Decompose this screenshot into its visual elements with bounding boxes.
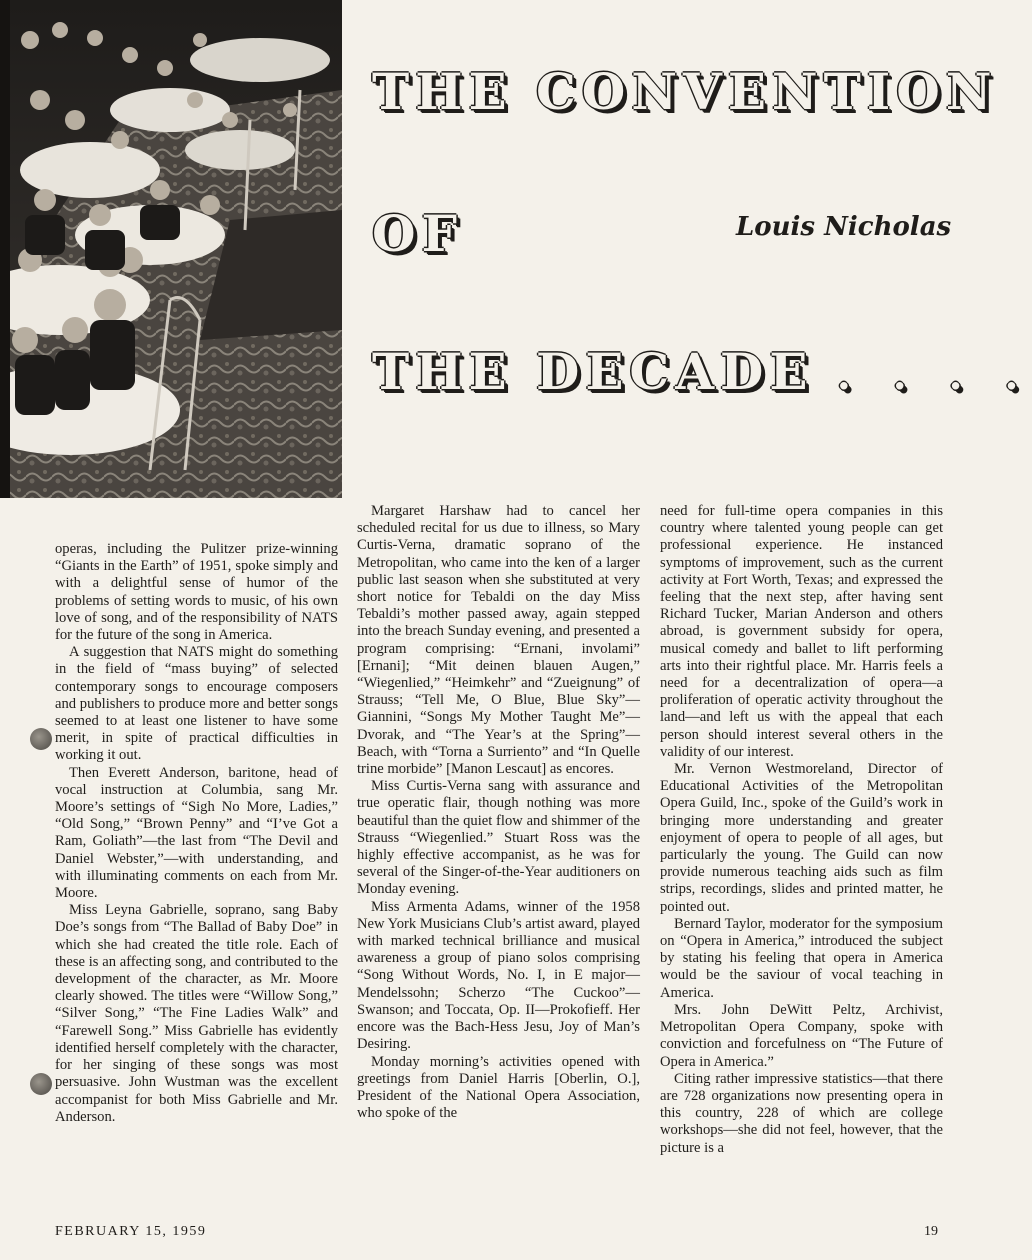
column-2-paragraph: Miss Armenta Adams, winner of the 1958 New York Musicians Club’s artist award, played with marked technical brilliance and musical awareness a group of piano solos comprising “Song Without Words, No. I, in E major—Mendelssohn; Scherzo “The Cuckoo”—Swanson; and Toccata, Op. II—Prokofieff. Her encore was the Bach-Hess Jesu, Joy of Man’s Desiring. xyxy=(357,898,640,1053)
column-3-paragraph: Citing rather impressive statistics—that there are 728 organizations now presenting opera in this country, 228 of which are college workshops—she did not feel, however, that the picture is a xyxy=(660,1070,943,1156)
binder-hole xyxy=(30,1073,52,1095)
column-1-paragraph: Miss Leyna Gabrielle, soprano, sang Baby Doe’s songs from “The Ballad of Baby Doe” in which she had created the title role. Each of these is an affecting song, and contributed to the development of the character, as Mr. Moore clearly showed. The titles were “Willow Song,” “Silver Song,” “The Fine Ladies Walk” and “Farewell Song.” Miss Gabrielle has evidently identified herself completely with the character, for her singing of these songs was most persuasive. John Wustman was the excellent accompanist for both Miss Gabrielle and Mr. Anderson. xyxy=(55,902,338,1125)
banquet-photo-illustration xyxy=(0,0,342,498)
title-dots: . . . . xyxy=(836,352,1032,399)
article-column-1 xyxy=(55,541,338,1126)
title-line-2: OF xyxy=(372,204,464,263)
article-column-3 xyxy=(660,503,943,1157)
title-line-3-text: THE DECADE xyxy=(372,342,814,401)
column-2-paragraph: Miss Curtis-Verna sang with assurance and true operatic flair, though nothing was more beautiful than the quiet flow and shimmer of the Strauss “Wiegenlied.” Stuart Ross was the highly effective accompanist, as he was for several of the Singer-of-the-Year auditioners on Monday evening. xyxy=(357,778,640,898)
column-3-paragraph: need for full-time opera companies in this country where talented young people can get professional experience. He instanced symptoms of improvement, such as the current activity at Fort Worth, Texas; and expressed the feeling that the next step, after having sent Richard Tucker, Marian Anderson and others abroad, is government subsidy for opera, musical comedy and ballet to lift performing arts into their rightful place. Mr. Harris feels a need for a decentralization of opera—a proliferation of operatic activity throughout the land—and left us with the appeal that each person should interest several others in the validity of our interest. xyxy=(660,503,943,760)
title-line-1: THE CONVENTION xyxy=(372,62,998,121)
column-3-paragraph: Bernard Taylor, moderator for the symposium on “Opera in America,” introduced the subject by stating his feeling that opera in America would be the saviour of vocal teaching in America. xyxy=(660,915,943,1001)
title-line-3 xyxy=(372,342,1032,401)
column-3-paragraph: Mr. Vernon Westmoreland, Director of Educational Activities of the Metropolitan Opera Guild, Inc., spoke of the Guild’s work in bringing more understanding and greater enjoyment of opera to people of all ages, but particularly the young. The Guild can now provide numerous teaching aids such as film strips, recordings, slides and printed matter, he pointed out. xyxy=(660,761,943,915)
column-1-paragraph: A suggestion that NATS might do something in the field of “mass buying” of selected contemporary songs to encourage composers and publishers to produce more and better songs seemed to at least one listener to have some merit, in spite of practical difficulties in working it out. xyxy=(55,644,338,764)
column-2-paragraph: Monday morning’s activities opened with greetings from Daniel Harris [Oberlin, O.], President of the National Opera Association, who spoke of the xyxy=(357,1053,640,1122)
column-2-paragraph: Margaret Harshaw had to cancel her scheduled recital for us due to illness, so Mary Curtis-Verna, dramatic soprano of the Metropolitan, who came into the ken of a larger public last season when she substituted at very short notice for Tebaldi on the day Miss Tebaldi’s mother passed away, again stepped into the breach Sunday evening, and presented a program comprising: “Ernani, involami” [Ernani]; “Mit deinen blauen Augen,” “Wiegenlied,” “Heimkehr” and “Zueignung” of Strauss; “Tell Me, O Blue, Blue Sky”—Giannini, “Songs My Mother Taught Me”—Dvorak, and “The Year’s at the Spring”—Beach, with “Torna a Surriento” and “In Quelle trine morbide” [Manon Lescaut] as encores. xyxy=(357,503,640,778)
column-1-paragraph: operas, including the Pulitzer prize-winning “Giants in the Earth” of 1951, spoke simply and with a delightful sense of humor of the problems of setting words to music, of his own love of song, and of the responsibility of NATS for the future of the song in America. xyxy=(55,541,338,644)
column-1-paragraph: Then Everett Anderson, baritone, head of vocal instruction at Columbia, sang Mr. Moore’s settings of “Sigh No More, Ladies,” “Old Song,” “Brown Penny” and “I’ve Got a Ram, Goliath”—the last from “The Devil and Daniel Webster,”—with understanding, and with illuminating comments on each from Mr. Moore. xyxy=(55,764,338,902)
banquet-photo xyxy=(0,0,342,498)
column-3-paragraph: Mrs. John DeWitt Peltz, Archivist, Metropolitan Opera Company, spoke with conviction and forcefulness on “The Future of Opera in America.” xyxy=(660,1001,943,1070)
binder-hole xyxy=(30,728,52,750)
author-signature: Louis Nicholas xyxy=(736,212,952,242)
footer-date: FEBRUARY 15, 1959 xyxy=(55,1224,207,1239)
article-column-2 xyxy=(357,503,640,1122)
page-number: 19 xyxy=(924,1224,938,1239)
